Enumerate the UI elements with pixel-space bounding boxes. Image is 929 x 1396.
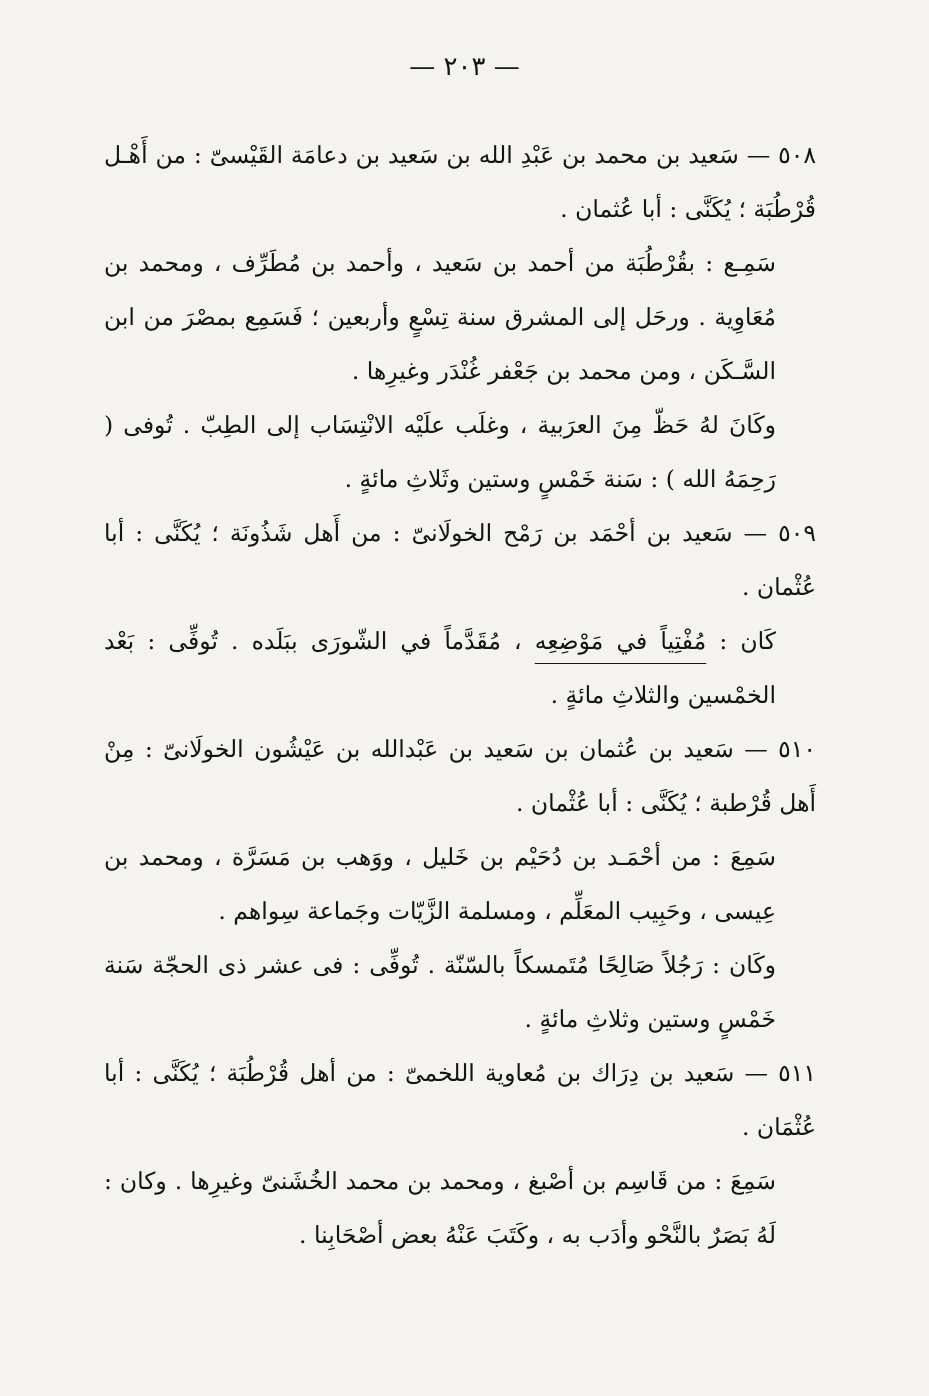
- entry-511-paragraph-1: سَمِعَ : من قَاسِم بن أصْبغ ، ومحمد بن محمد الخُشَنىّ وغيرِها . وكان : لَهُ بَصَرٌ بالنَّحْو وأدَب به ، وكَتَبَ عَنْهُ بعض أصْحَابِنا .: [104, 1167, 776, 1249]
- entry-510-paragraph-1: سَمِعَ : من أحْمَـد بن دُحَيْم بن خَليل ، ووَهب بن مَسَرَّة ، ومحمد بن عِيسى ، وحَبِيب المعَلِّم ، ومسلمة الزَّيّات وجَماعة سِواهم .: [104, 843, 776, 925]
- entry-509-paragraph-1: [104, 614, 816, 722]
- paragraph-prefix: كَان :: [706, 627, 776, 655]
- underlined-phrase: مُفْتِياً في مَوْضِعِه: [534, 627, 707, 655]
- entry-508-paragraph-1: سَمِـع : بقُرْطُبَة من أحمد بن سَعيد ، وأحمد بن مُطَرِّف ، ومحمد بن مُعَاوِية . ورحَل إلى المشرق سنة تِسْعٍ وأربعين ؛ فَسَمِع بمصْرَ من ابن السَّـكَن ، ومن محمد بن جَعْفر غُنْدَر وغيرِها .: [104, 249, 776, 385]
- page-number: — ٢٠٣ —: [409, 52, 520, 82]
- entry-509-heading: ٥٠٩ — سَعيد بن أحْمَد بن رَمْح الخولَانىّ : من أَهل شَذُونَة ؛ يُكَنَّى : أبا عُثْمان .: [104, 519, 816, 601]
- entry-510-heading: ٥١٠ — سَعيد بن عُثمان بن سَعيد بن عَبْدالله بن عَيْشُون الخولَانىّ : مِنْ أَهل قُرْطبة ؛ يُكَنَّى : أبا عُثْمان .: [104, 735, 816, 817]
- entry-508-heading: ٥٠٨ — سَعيد بن محمد بن عَبْدِ الله بن سَعيد بن دعامَة القَيْسىّ : من أَهْـل قُرْطُبَة ؛ يُكَنَّى : أبا عُثمان .: [104, 141, 816, 223]
- entry-510-paragraph-2: وكَان : رَجُلاً صَالِحًا مُتَمسكاً بالسّنّة . تُوفِّى : فى عشر ذى الحجّة سَنة خَمْسٍ وستين وثلاثِ مائةٍ .: [104, 951, 776, 1033]
- paragraph-rest: ، مُقَدَّماً في الشّورَى ببَلَده . تُوفِّى : بَعْد الخمْسين والثلاثِ مائةٍ .: [104, 627, 776, 709]
- entry-511-heading: ٥١١ — سَعيد بن دِرَاك بن مُعاوية اللخمىّ : من أهل قُرْطُبَة ؛ يُكَنَّى : أبا عُثْمَان .: [104, 1059, 816, 1141]
- entry-508-paragraph-2: وكَانَ لهُ حَظّ مِنَ العرَبية ، وغلَب علَيْه الانْتِسَاب إلى الطِبّ . تُوفى ( رَحِمَهُ الله ) : سَنة خَمْسٍ وستين وثَلاثِ مائةٍ .: [104, 411, 776, 493]
- biographical-entries: [104, 128, 816, 1262]
